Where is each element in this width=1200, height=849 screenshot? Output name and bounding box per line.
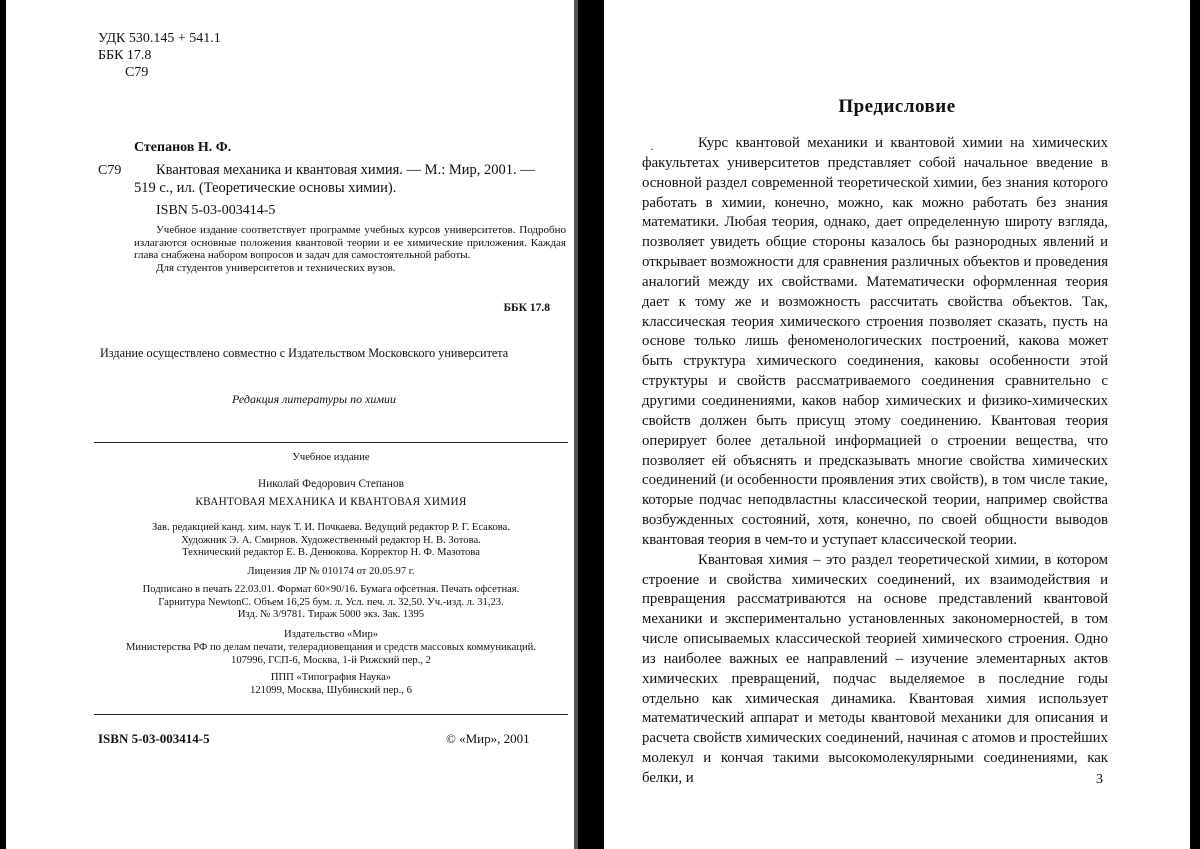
- annotation: [134, 224, 566, 274]
- udk-block: [98, 30, 221, 81]
- bbk-line: ББК 17.8: [98, 48, 152, 63]
- isbn-bottom: ISBN 5-03-003414-5: [98, 731, 210, 746]
- author-mark-line: С79: [125, 65, 149, 80]
- staff-line: Художник Э. А. Смирнов. Художественный редактор Н. В. Зотова.: [181, 534, 481, 546]
- print-line: Изд. № 3/9781. Тираж 5000 экз. Зак. 1395: [237, 609, 425, 621]
- page-number: 3: [1096, 772, 1103, 787]
- divider-bottom: [94, 714, 568, 715]
- printer-label: ППП «Типография Наука»: [270, 672, 392, 683]
- scan-gutter: [578, 0, 604, 849]
- preface-body: [642, 134, 1108, 789]
- publisher-line: Министерства РФ по делам печати, телерадиовещания и средств массовых коммуникаций.: [125, 642, 536, 653]
- publisher-line: 107996, ГСП-6, Москва, 1-й Рижский пер., 2: [231, 654, 431, 666]
- print-line: Гарнитура NewtonC. Объем 16,25 бум. л. Усл. печ. л. 32,50. Уч.-изд. л. 31,23.: [158, 596, 504, 608]
- publisher-details: [94, 642, 568, 667]
- scan-speck: ·: [650, 142, 654, 156]
- annotation-paragraph: Учебное издание соответствует программе учебных курсов университетов. Подробно излагаются основные положения квантовой теории и ее химические приложения. Каждая глава снабжена набором вопросов и задач для самостоятельной работы.: [134, 224, 566, 262]
- author-fullname: Николай Федорович Степанов: [258, 478, 404, 490]
- printer-details: [94, 672, 568, 697]
- publisher-label: Издательство «Мир»: [283, 629, 379, 640]
- page-heading: Предисловие: [838, 96, 956, 117]
- preface-paragraph: Курс квантовой механики и квантовой химии на химических факультетах университетов представляет собой начальное введение в основной раздел современной теоретической химии, без знания которого работать в химии, конечно, можно, как можно работать без знания математики. Любая теория, однако, дает определенную широту взгляда, позволяет увидеть общие стороны казалось бы разнородных явлений и открывает возможности для сравнения различных объектов и проведения аналогий между их свойствами. Математически оформленная теория дает к тому же и возможность рассчитать свойства объектов. Так, классическая теория химического строения позволяет сказать, пусть на основе только лишь феноменологических построений, какова может быть структура химического соединения, каковы особенности этой структуры и свойств рассматриваемого соединения сравнительно с другими соединениями, каков набор химических и физико-химических свойств должен быть присущ этому соединению. Квантовая теория оперирует более детальной информацией о строении вещества, что позволяет ей объяснять и предсказывать многие свойства химических соединений (и особенности проявления этих свойств), в том числе такие, которые подчас неподвластны классической теории, например свойства возбужденных состояний, хотя, конечно, по своей общности выводов квантовая теория в чем-то и уступает классической теории.: [642, 135, 1108, 548]
- book-title: КВАНТОВАЯ МЕХАНИКА И КВАНТОВАЯ ХИМИЯ: [195, 496, 467, 508]
- license-line: Лицензия ЛР № 010174 от 20.05.97 г.: [247, 566, 415, 577]
- right-page: [604, 0, 1190, 849]
- staff-line: Зав. редакцией канд. хим. наук Т. И. Почкаева. Ведущий редактор Р. Г. Есакова.: [152, 522, 510, 533]
- staff-line: Технический редактор Е. В. Денюкова. Корректор Н. Ф. Мазотова: [182, 547, 480, 559]
- left-page: [6, 0, 574, 849]
- isbn-top: ISBN 5-03-003414-5: [156, 203, 276, 218]
- printer-address: 121099, Москва, Шубинский пер., 6: [250, 684, 412, 696]
- udk-line: УДК 530.145 + 541.1: [98, 31, 221, 46]
- author-name: Степанов Н. Ф.: [134, 140, 232, 155]
- preface-paragraph: Квантовая химия – это раздел теоретической химии, в котором строение и свойства химических соединений, их взаимодействия и превращения рассматриваются на основе представлений квантовой механики и экспериментально установленных закономерностей, в том числе описываемых классической теорией химического строения. Одно из наиболее важных ее направлений – изучение элементарных актов химических превращений, подчас выделяемое в последние годы отдельно как химическая динамика. Квантовая химия использует математический аппарат и методы квантовой механики для описания и расчета свойств химических соединений, начиная с атомов и простейших молекул и кончая такими высокомолекулярными соединениями, как белки, и: [642, 551, 1108, 786]
- bbk-code-right: ББК 17.8: [503, 302, 550, 314]
- print-line: Подписано в печать 22.03.01. Формат 60×90/16. Бумага офсетная. Печать офсетная.: [142, 584, 520, 595]
- catalog-code: С79: [98, 163, 122, 178]
- divider-top: [94, 442, 568, 443]
- copublication-note: Издание осуществлено совместно с Издательством Московского университета: [100, 346, 509, 360]
- annotation-audience: Для студентов университетов и технических вузов.: [156, 261, 396, 274]
- editorial-department: Редакция литературы по химии: [232, 392, 397, 406]
- print-details: [94, 584, 568, 622]
- copyright-notice: © «Мир», 2001: [446, 731, 530, 746]
- bibliographic-title-line1: Квантовая механика и квантовая химия. — М.: Мир, 2001. —: [156, 162, 535, 178]
- bibliographic-title-line2: 519 с., ил. (Теоретические основы химии).: [134, 180, 397, 196]
- edition-type: Учебное издание: [292, 452, 370, 463]
- staff-credits: [94, 522, 568, 560]
- scan-right-edge: [1190, 0, 1200, 849]
